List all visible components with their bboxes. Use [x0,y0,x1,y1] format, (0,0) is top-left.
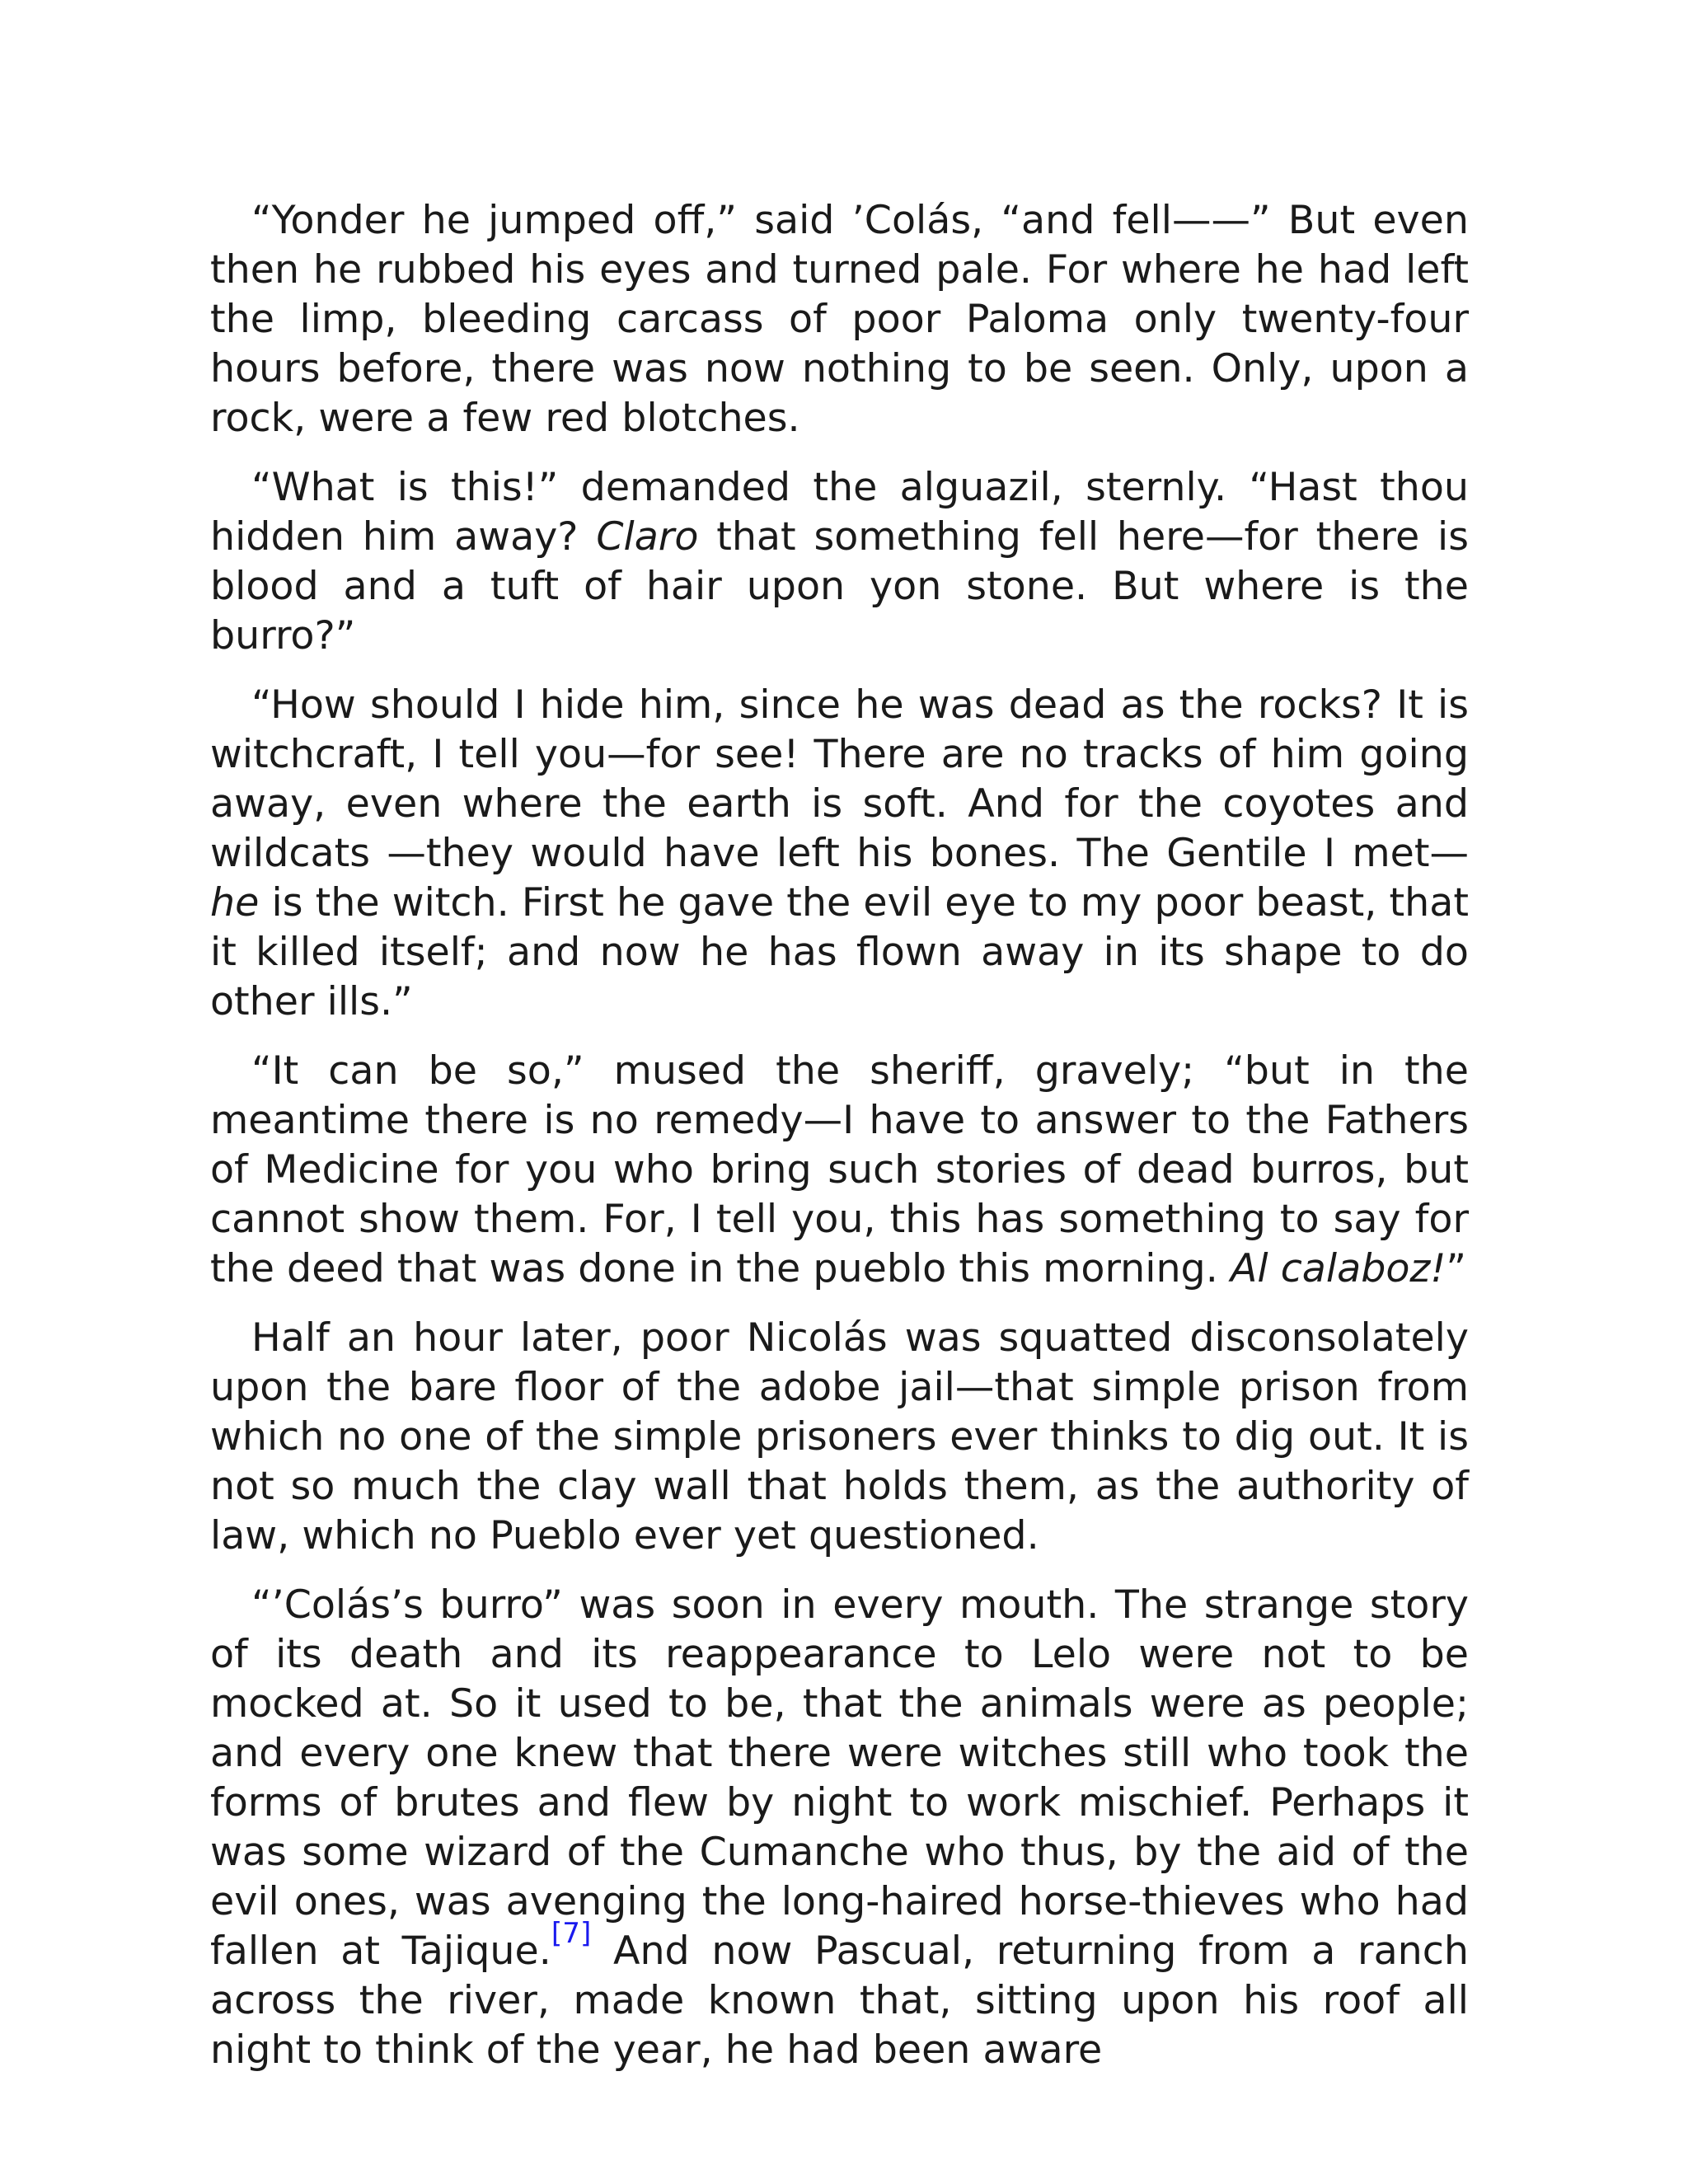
page-body [210,196,1469,2095]
text-segment: “Yonder he jumped off,” said ’Colás, “and fell——” But even then he rubbed his eyes and turned pale. For where he had left the limp, bleeding carcass of poor Paloma only twenty-four hours before, there was now nothing to be seen. Only, upon a rock, were a few red blotches. [210,198,1469,441]
text-segment: “What is this!” demanded the alguazil, sternly. “Hast thou hidden him away? [210,465,1469,560]
italic-text: he [210,880,260,926]
italic-text: Claro [596,514,699,560]
text-segment: “’Colás’s burro” was soon in every mouth. The strange story of its death and its reappearance to Lelo were not to be mocked at. So it used to be, that the animals were as people; and every one knew that there were witches still who took the forms of brutes and flew by night to work mischief. Perhaps it was some wizard of the Cumanche who thus, by the aid of the evil ones, was avenging the long-haired horse-thieves who had fallen at Tajique. [210,1582,1469,1974]
paragraph [210,681,1469,1027]
paragraph [210,463,1469,661]
footnote-link[interactable]: [7] [551,1917,592,1951]
paragraph [210,1581,1469,2075]
text-segment: Half an hour later, poor Nicolás was squatted disconsolately upon the bare floor of the adobe jail—that simple prison from which no one of the simple prisoners ever thinks to dig out. It is not so much the clay wall that holds them, as the authority of law, which no Pueblo ever yet questioned. [210,1315,1469,1558]
text-segment: “How should I hide him, since he was dead as the rocks? It is witchcraft, I tell you—for see! There are no tracks of him going away, even where the earth is soft. And for the coyotes and wildcats —they would have left his bones. The Gentile I met— [210,682,1469,876]
text-segment: “It can be so,” mused the sheriff, gravely; “but in the meantime there is no remedy—I have to answer to the Fathers of Medicine for you who bring such stories of dead burros, but cannot show them. For, I tell you, this has something to say for the deed that was done in the pueblo this morning. [210,1048,1469,1291]
paragraph [210,1047,1469,1294]
text-segment: that something fell here—for there is blood and a tuft of hair upon yon stone. But where is the burro?” [210,514,1469,658]
text-segment: ” [1446,1246,1467,1291]
paragraph [210,1314,1469,1561]
text-segment: And now Pascual, returning from a ranch across the river, made known that, sitting upon his roof all night to think of the year, he had been aware [210,1929,1470,2073]
paragraph [210,196,1469,443]
text-segment: is the witch. First he gave the evil eye to my poor beast, that it killed itself; and now he has flown away in its shape to do other ills.” [210,880,1469,1024]
italic-text: Al calaboz! [1230,1246,1447,1291]
